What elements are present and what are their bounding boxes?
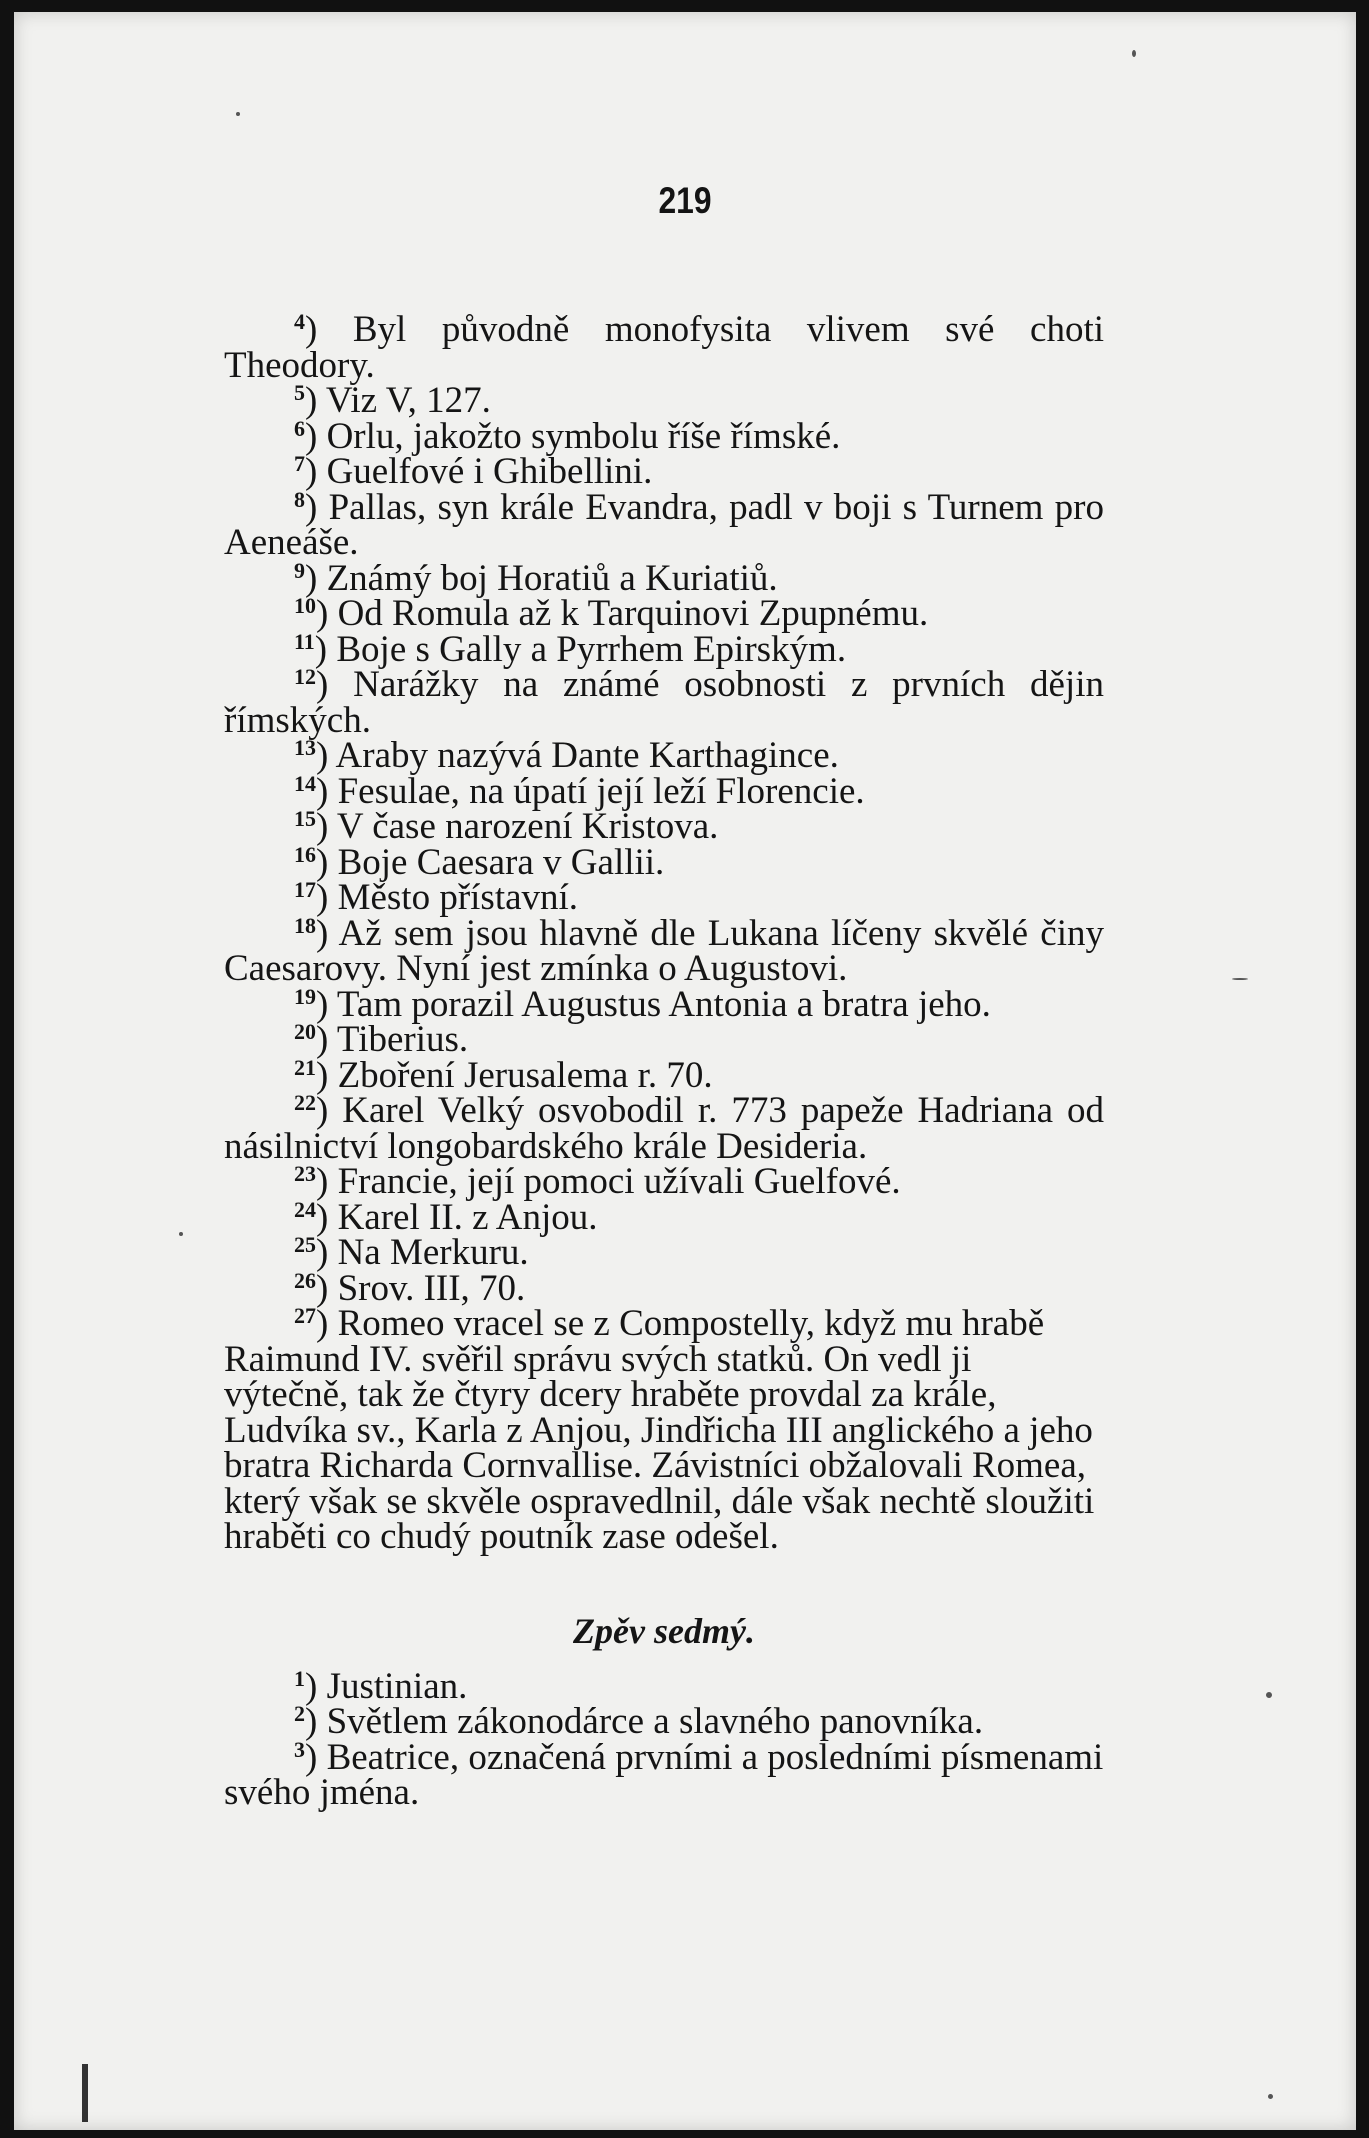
footnote-text: Fesulae, na úpatí její leží Florencie. [337, 770, 865, 812]
footnotes [224, 309, 1105, 1813]
footnote-text: Justinian. [326, 1665, 468, 1707]
footnote-number: 14 [294, 770, 316, 796]
footnote-text: Známý boj Horatiů a Kuriatiů. [326, 557, 778, 599]
footnote-4: $^4$) Byl původně monofysita vlivem své choti Theodory. [224, 309, 1104, 386]
footnote-number: 20 [294, 1019, 316, 1044]
footnote-15: $^{15}$) V čase narození Kristova. [294, 806, 719, 847]
footnote-7: $^7$) Guelfové i Ghibellini. [294, 451, 653, 492]
footnote-number: 4 [294, 309, 305, 334]
footnote-number: 5 [294, 380, 305, 405]
footnote-text: Město přístavní. [337, 877, 579, 918]
footnote-number: 12 [294, 664, 316, 689]
footnote-text: Tiberius. [336, 1019, 469, 1060]
footnote-text: Od Romula až k Tarquinovi Zpupnému. [337, 593, 929, 634]
footnote-16: $^{16}$) Boje Caesara v Gallii. [294, 841, 665, 883]
footnote-22: $^{22}$) Karel Velký osvobodil r. 773 papeže Hadriana od násilnictví longobardského krále Desideria. [224, 1090, 1104, 1167]
footnote-text: Romeo vracel se z Compostelly, když mu hrabě Raimund IV. svěřil správu svých statků. On vedl ji výtečně, tak že čtyry dcery hraběte provdal za krále, Ludvíka sv., Karla z Anjou, Jindřicha III anglického a jeho bratra Richarda Cornvallise. Závistníci obžalovali Romea, který však se skvěle ospravedlnil, dále však nechtě sloužiti hraběti co chudý poutník zase odešel. [224, 1303, 1095, 1557]
footnote-text: V čase narození Kristova. [336, 806, 719, 847]
footnote-number: 19 [294, 983, 316, 1009]
footnote-number: 7 [294, 451, 305, 476]
footnote-21: $^{21}$) Zboření Jerusalema r. 70. [294, 1054, 713, 1096]
footnote-number: 21 [294, 1054, 316, 1080]
footnote-13: $^{13}$) Araby nazývá Dante Karthagince. [294, 735, 839, 776]
footnote-text: Beatrice, označená prvními a posledními písmenami svého jména. [224, 1736, 1104, 1813]
footnote-number: 13 [294, 735, 316, 760]
print-speck [179, 1232, 183, 1236]
footnote-text: Boje s Gally a Pyrrhem Epirským. [336, 628, 847, 670]
footnote-text: Francie, její pomoci užívali Guelfové. [337, 1161, 901, 1202]
footnote-9: $^9$) Známý boj Horatiů a Kuriatiů. [294, 557, 778, 599]
print-speck [1268, 2094, 1273, 2099]
footnote-24: $^{24}$) Karel II. z Anjou. [294, 1196, 598, 1238]
footnote-number: 2 [294, 1701, 305, 1726]
footnote-number: 17 [294, 877, 316, 902]
section-heading: Zpěv sedmý. [573, 1610, 755, 1651]
footnote-text: Guelfové i Ghibellini. [326, 451, 653, 492]
footnote-text: Pallas, syn krále Evandra, padl v boji s Turnem pro Aeneáše. [224, 486, 1104, 563]
footnote-number: 25 [294, 1232, 316, 1257]
footnote-19: $^{19}$) Tam porazil Augustus Antonia a bratra jeho. [294, 983, 991, 1025]
footnote-20: $^{20}$) Tiberius. [294, 1019, 469, 1060]
footnote-26: $^{26}$) Srov. III, 70. [294, 1267, 526, 1309]
footnote-text: Karel Velký osvobodil r. 773 papeže Hadriana od násilnictví longobardského krále Desideria. [224, 1090, 1104, 1167]
footnote-number: 6 [294, 415, 305, 441]
footnote-number: 18 [294, 912, 316, 938]
footnote-number: 22 [294, 1090, 316, 1115]
footnote-number: 9 [294, 557, 305, 583]
footnote-text: Na Merkuru. [337, 1232, 529, 1273]
footnote-17: $^{17}$) Město přístavní. [294, 877, 579, 918]
footnote-6: $^6$) Orlu, jakožto symbolu říše římské. [294, 415, 841, 457]
footnote-text: Karel II. z Anjou. [337, 1196, 598, 1238]
footnote-number: 24 [294, 1196, 316, 1222]
footnote-text: Tam porazil Augustus Antonia a bratra jeho. [336, 983, 991, 1025]
footnote-18: $^{18}$) Až sem jsou hlavně dle Lukana líčeny skvělé činy Caesarovy. Nyní jest zmínka o Augustovi. [224, 912, 1105, 989]
print-speck [1132, 50, 1136, 57]
footnote-number: 3 [294, 1736, 305, 1762]
footnote-text: Až sem jsou hlavně dle Lukana líčeny skvělé činy Caesarovy. Nyní jest zmínka o Augustovi. [224, 912, 1105, 989]
footnote-text: Narážky na známé osobnosti z prvních dějin římských. [224, 664, 1104, 741]
footnote-text: Orlu, jakožto symbolu říše římské. [326, 415, 841, 457]
footnote-text: Byl původně monofysita vlivem své choti Theodory. [224, 309, 1104, 386]
footnote-14: $^{14}$) Fesulae, na úpatí její leží Florencie. [294, 770, 865, 812]
footnote-12: $^{12}$) Narážky na známé osobnosti z prvních dějin římských. [224, 664, 1104, 741]
print-speck [236, 112, 240, 116]
footnote-number: 10 [294, 593, 316, 618]
footnote-text: Araby nazývá Dante Karthagince. [335, 735, 839, 776]
canto7-footnote-2: $^2$) Světlem zákonodárce a slavného panovníka. [294, 1701, 984, 1742]
footnote-text: Boje Caesara v Gallii. [337, 841, 665, 883]
footnote-10: $^{10}$) Od Romula až k Tarquinovi Zpupnému. [294, 593, 929, 634]
footnote-number: 11 [294, 628, 315, 654]
page-crease [82, 2064, 88, 2122]
footnote-5: $^5$) Viz V, 127. [294, 380, 491, 421]
footnote-27: $^{27}$) Romeo vracel se z Compostelly, když mu hrabě Raimund IV. svěřil správu svých statků. On vedl ji výtečně, tak že čtyry dcery hraběte provdal za krále, Ludvíka sv., Karla z Anjou, Jindřicha III anglického a jeho bratra Richarda Cornvallise. Závistníci obžalovali Romea, který však se skvěle ospravedlnil, dále však nechtě sloužiti hraběti co chudý poutník zase odešel. [224, 1303, 1095, 1557]
footnote-number: 23 [294, 1161, 316, 1186]
footnote-text: Světlem zákonodárce a slavného panovníka. [326, 1701, 984, 1742]
footnote-number: 27 [294, 1303, 316, 1328]
footnote-number: 1 [294, 1665, 305, 1691]
canto7-footnote-1: $^1$) Justinian. [294, 1665, 468, 1707]
footnote-25: $^{25}$) Na Merkuru. [294, 1232, 529, 1273]
page-number: 219 [658, 180, 712, 221]
footnote-11: $^{11}$) Boje s Gally a Pyrrhem Epirským. [294, 628, 847, 670]
print-speck [1232, 978, 1248, 980]
footnote-text: Zboření Jerusalema r. 70. [337, 1054, 713, 1096]
footnote-23: $^{23}$) Francie, její pomoci užívali Guelfové. [294, 1161, 901, 1202]
footnote-text: Srov. III, 70. [337, 1267, 526, 1309]
print-speck [1266, 1692, 1272, 1698]
book-page [14, 12, 1356, 2130]
canto7-footnote-3: $^3$) Beatrice, označená prvními a posledními písmenami svého jména. [224, 1736, 1104, 1813]
footnote-number: 26 [294, 1267, 316, 1293]
footnote-text: Viz V, 127. [325, 380, 491, 421]
footnote-number: 8 [294, 486, 305, 512]
footnote-number: 16 [294, 841, 316, 867]
footnote-number: 15 [294, 806, 316, 831]
footnote-8: $^8$) Pallas, syn krále Evandra, padl v boji s Turnem pro Aeneáše. [224, 486, 1104, 563]
